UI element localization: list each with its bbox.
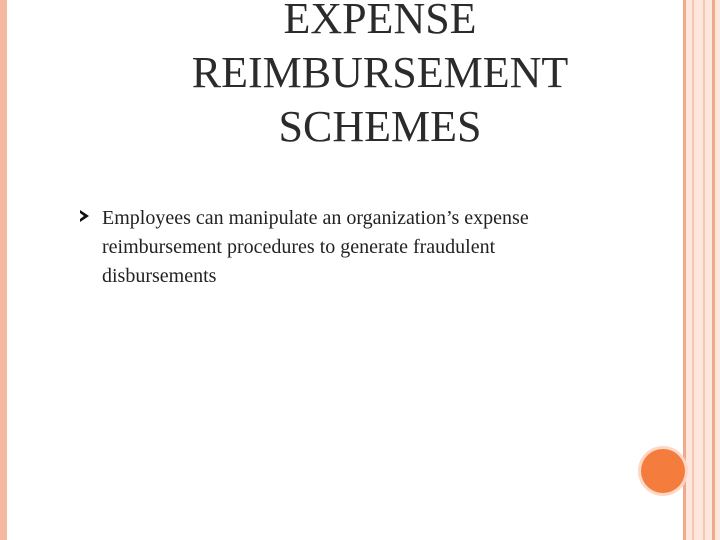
orange-circle-decoration [641, 449, 685, 493]
arrow-bullet-icon [80, 210, 89, 222]
title-line: EXPENSE [283, 0, 477, 43]
title-line: REIMBURSEMENT [191, 48, 569, 97]
slide-title [60, 0, 700, 154]
stripe-line [703, 0, 705, 540]
stripe-line [712, 0, 715, 540]
left-border-decoration [0, 0, 7, 540]
bullet-text: Employees can manipulate an organization’s expense reimbursement procedures to generate fraudulent disbursements [102, 207, 529, 287]
title-line: SCHEMES [278, 102, 482, 151]
